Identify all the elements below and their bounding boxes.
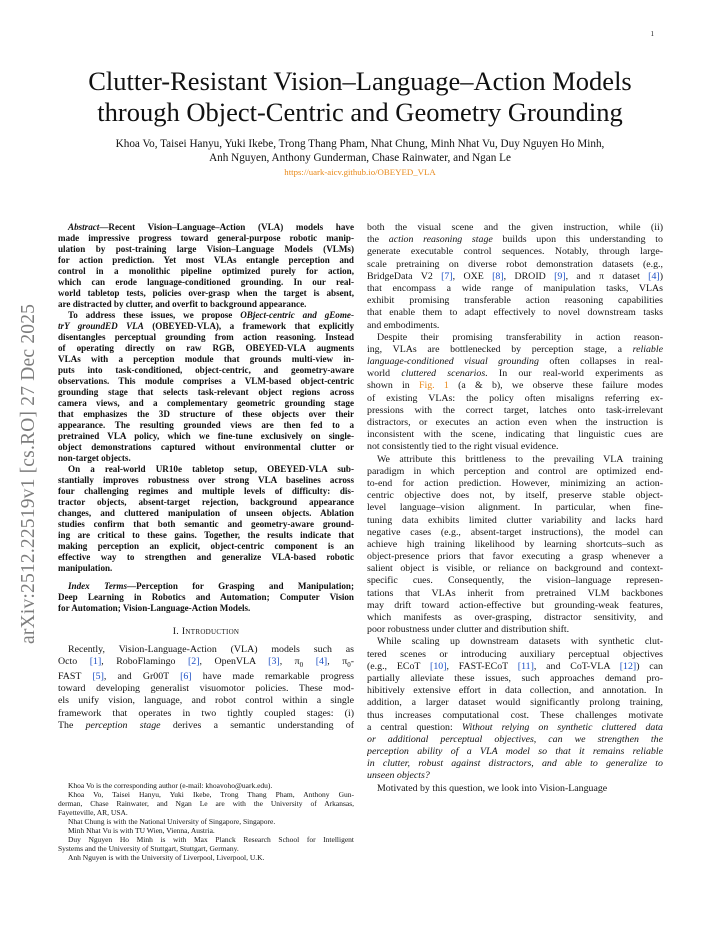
- text-line: for Automation; Vision-Language-Action Models.: [58, 602, 251, 613]
- text-line: of operating directly on raw RGB, OBEYED-VLA augments: [58, 343, 354, 354]
- text-segment: , OpenVLA: [199, 655, 269, 667]
- text-segment: , π: [327, 655, 348, 667]
- text-line: centric objective does not, by itself, preserve stable object-: [367, 490, 663, 502]
- text-line: object-presence priors that favor executing a grasp whenever a: [367, 551, 663, 563]
- text-line: Deep Learning in Robotics and Automation; Computer Vision: [58, 591, 354, 602]
- author-line: Khoa Vo, Taisei Hanyu, Yuki Ikebe, Trong Thang Pham, Nhat Chung, Minh Nhat Vu, Duy Nguyen Ho Minh,: [115, 138, 605, 150]
- text-line: [367, 758, 663, 770]
- citation-link[interactable]: [4]: [315, 655, 328, 667]
- text-line: control in a monolithic pipeline optimized purely for action,: [58, 266, 354, 277]
- text-segment: (OBEYED-VLA), a framework that explicitly: [143, 321, 354, 332]
- text-segment: have made remarkable progress: [191, 671, 354, 683]
- text-line: poor robustness under clutter and distribution shift.: [367, 624, 570, 636]
- text-line: paradigm in which perception and control are optimized end-: [367, 465, 663, 477]
- text-line: [367, 746, 663, 758]
- text-line: ulation by post-training large Vision–Language Models (VLMs): [58, 244, 354, 255]
- text-segment: The: [58, 719, 86, 731]
- text-line: observations. This module comprises a VLM-based object-centric: [58, 376, 354, 387]
- text-line: and embodiments.: [367, 319, 440, 331]
- text-segment: —Perception for Grasping and Manipulation;: [127, 580, 354, 591]
- text-segment: action reasoning stage: [388, 234, 493, 246]
- text-line: Recently, Vision-Language-Action (VLA) models such as: [68, 643, 354, 655]
- text-line: [367, 356, 663, 368]
- index-terms: [58, 581, 354, 614]
- text-segment: world: [367, 368, 402, 380]
- text-line: that encompass a wide range of manipulation tasks, VLAs: [367, 282, 663, 294]
- text-segment: or additional perceptual objectives, can we strengthen the: [367, 733, 663, 745]
- text-segment: BridgeData V2: [367, 270, 442, 282]
- text-segment: , FAST-ECoT: [446, 660, 518, 672]
- text-line: which manifests as over-grasping, distractor sensitivity, and: [367, 612, 663, 623]
- text-line: scale pretraining on diverse robot demonstration datasets (e.g.,: [367, 258, 663, 270]
- text-line: [367, 368, 663, 380]
- text-segment: builds upon this understanding to: [492, 234, 663, 246]
- text-line: appearance. The resulting grounded views are then fed to a: [58, 420, 354, 431]
- footnote-line: Anh Nguyen is with the University of Liverpool, Liverpool, U.K.: [68, 853, 265, 863]
- citation-link[interactable]: [9]: [554, 270, 566, 282]
- text-line: disentangles perceptual grounding from action reasoning. Instead: [58, 332, 354, 343]
- text-segment: shown in: [367, 380, 419, 392]
- text-segment: the: [367, 234, 389, 246]
- text-line: [58, 581, 354, 592]
- citation-link[interactable]: [11]: [517, 660, 534, 672]
- text-line: object demonstrations captured without environmental clutter or: [58, 442, 354, 453]
- text-segment: , DROID: [503, 270, 555, 282]
- text-segment: , RoboFlamingo: [101, 655, 188, 667]
- text-segment: , π: [279, 655, 300, 667]
- text-line: tations that VLAs inherit from pretrained VLM backbones: [367, 587, 663, 599]
- text-line: puts into task-conditioned, object-centric, and geometry-aware: [58, 365, 354, 376]
- text-line: [58, 222, 354, 233]
- text-line: VLAs with a perception module that grounds multi-view in-: [58, 354, 354, 365]
- citation-link[interactable]: [8]: [492, 270, 504, 282]
- text-line: negative cases (e.g., absent-target instructions), the model can: [367, 526, 663, 538]
- text-line: specific cues. Consequently, the vision–language represen-: [367, 575, 663, 587]
- text-segment: ): [659, 270, 663, 282]
- text-segment: To address these issues, we propose: [68, 310, 241, 321]
- text-line: [367, 734, 663, 746]
- text-line: While scaling up downstream datasets with synthetic clut-: [377, 636, 663, 648]
- text-segment: reliable: [632, 343, 663, 355]
- title-line: through Object-Centric and Geometry Grounding: [97, 97, 623, 127]
- text-line: framework that operates in two tightly coupled stages: (i): [58, 707, 354, 719]
- text-line: [367, 380, 663, 392]
- text-line: On a real-world UR10e tabletop setup, OBEYED-VLA sub-: [68, 464, 354, 475]
- text-line: stantially improves robustness over strong VLA baselines across: [58, 475, 354, 486]
- footnote-line: Fayetteville, AR, USA.: [58, 808, 128, 818]
- citation-link[interactable]: [6]: [180, 671, 192, 683]
- text-segment: 0: [347, 660, 351, 669]
- citation-link[interactable]: [1]: [89, 655, 102, 667]
- text-segment: —Recent Vision–Language–Action (VLA) models have: [99, 222, 354, 232]
- text-line: thus increases computational cost. These challenges motivate: [367, 709, 663, 721]
- text-line: Despite their promising transferability in action reason-: [377, 331, 663, 343]
- paragraph: [367, 454, 663, 637]
- text-line: non-target objects.: [58, 453, 131, 464]
- text-segment: , and CoT-VLA: [533, 660, 620, 672]
- footnote-line: Nhat Chung is with the National University of Singapore, Singapore.: [68, 817, 276, 827]
- text-segment: derives a semantic understanding of: [160, 719, 354, 731]
- section-numeral: I.: [172, 625, 180, 637]
- text-line: [58, 720, 354, 732]
- text-line: to-end for action prediction. However, minimizing an action-: [367, 477, 663, 489]
- text-line: tuning data exhibits limited clutter variability and lacks hard: [367, 514, 663, 526]
- text-line: grounding stage that selects task-relevant object regions across: [58, 387, 354, 398]
- text-segment: , OXE: [452, 270, 493, 282]
- text-segment: cluttered scenarios: [401, 368, 486, 380]
- citation-link[interactable]: [3]: [268, 655, 280, 667]
- text-segment: Abstract: [68, 222, 100, 232]
- text-line: [367, 344, 663, 356]
- text-line: els unify vision, language, and robot control within a single: [58, 695, 354, 707]
- footnote-line: Duy Nguyen Ho Minh is with Max Planck Research School for Intelligent: [68, 835, 354, 845]
- title-line: Clutter-Resistant Vision–Language–Action Models: [88, 66, 632, 96]
- citation-link[interactable]: [10]: [430, 660, 447, 672]
- text-line: world tabletop tests, policies over-grasp when the target is absent,: [58, 288, 354, 299]
- text-segment: -: [350, 655, 354, 667]
- paragraph: [367, 783, 663, 795]
- text-line: exhibit promising transferable action reasoning capabilities: [367, 295, 663, 307]
- text-line: [367, 661, 663, 673]
- text-line: may drift toward action-effective but grounding-weak features,: [367, 599, 663, 611]
- text-line: inconsistent with the scene, indicating that linguistic cues are: [367, 429, 663, 441]
- citation-link[interactable]: [2]: [188, 655, 200, 667]
- text-segment: FAST: [58, 671, 93, 683]
- figure-link[interactable]: Fig. 1: [418, 380, 449, 392]
- footnotes: [58, 781, 354, 862]
- text-segment: OBject-centric and gEome-: [240, 310, 354, 321]
- text-segment: (a & b), we observe these failure modes: [448, 380, 663, 392]
- text-segment: perception stage: [85, 719, 161, 731]
- text-line: ing are critical to these gains. Together, the results indicate that: [58, 530, 354, 541]
- text-line: [367, 234, 663, 246]
- text-segment: perception ability of a VLA model so that it remains reliable: [367, 746, 663, 758]
- text-line: of existing VLAs: the policy often misaligns referring ex-: [367, 392, 663, 404]
- paragraph: [367, 636, 663, 782]
- text-line: hibitively extensive effort in data collection, and annotation. In: [367, 685, 663, 697]
- text-segment: , and π dataset: [565, 270, 649, 282]
- paragraph: [367, 332, 663, 454]
- text-line: manipulation.: [58, 563, 113, 574]
- abstract: [58, 222, 354, 575]
- text-line: making perception an explicit, object-centric component is an: [58, 541, 354, 552]
- text-segment: in clutter, robust against distractors, and able to generalize to: [367, 758, 663, 770]
- footnote-line: Khoa Vo, Taisei Hanyu, Yuki Ikebe, Trong Thang Pham, Anthony Gun-: [68, 790, 354, 800]
- text-line: are distracted by clutter, and overfit to background appearance.: [58, 299, 307, 310]
- author-list: [56, 138, 664, 165]
- text-line: [58, 671, 354, 683]
- text-line: salient object is visible, or reliance on background and context-: [367, 563, 663, 575]
- text-line: made impressive progress toward general-purpose robotic manip-: [58, 233, 354, 244]
- text-line: pretrained VLA policy, which we fine-tune exclusively on single-: [58, 431, 354, 442]
- project-url-link[interactable]: https://uark-aicv.github.io/OBEYED_VLA: [284, 167, 436, 177]
- footnote-line: Khoa Vo is the corresponding author (e-mail: khoavoho@uark.edu).: [68, 781, 273, 790]
- footnote-line: derman, Chase Rainwater, and Ngan Le are with the University of Arkansas,: [58, 799, 354, 809]
- text-line: [58, 321, 354, 332]
- left-column: [58, 222, 354, 732]
- page-number: 1: [650, 30, 654, 38]
- text-segment: , and Gr00T: [103, 671, 181, 683]
- citation-link[interactable]: [12]: [619, 660, 637, 672]
- text-segment: ing, VLAs are bottlenecked by perception stage, a: [367, 343, 633, 355]
- text-segment: unseen objects?: [367, 770, 430, 782]
- arxiv-stamp: arXiv:2512.22519v1 [cs.RO] 27 Dec 2025: [18, 303, 39, 644]
- text-segment: trY groundED VLA: [58, 321, 144, 332]
- text-line: tered scenes or introducing auxiliary perceptual objectives: [367, 648, 663, 660]
- text-segment: Without relying on synthetic cluttered data: [461, 721, 663, 733]
- text-line: partially alleviate these issues, such approaches demand pro-: [367, 672, 663, 684]
- text-line: both the visual scene and the given instruction, while (ii): [367, 222, 663, 233]
- text-line: four challenging regimes and multiple levels of difficulty: dis-: [58, 486, 354, 497]
- intro-paragraph: [58, 644, 354, 732]
- text-line: for action prediction. Yet most VLAs entangle perception and: [58, 255, 354, 266]
- citation-link[interactable]: [5]: [92, 671, 104, 683]
- paragraph: [367, 222, 663, 332]
- text-line: [58, 310, 354, 321]
- text-segment: ) can: [636, 660, 663, 672]
- text-line: Motivated by this question, we look into Vision-Language: [377, 782, 608, 794]
- text-line: [367, 770, 663, 782]
- text-line: pressions with the correct target, latches onto task-irrelevant: [367, 404, 663, 416]
- text-segment: often collapses in real-: [538, 356, 663, 368]
- text-line: that emphasizes the 3D structure of these objects over their: [58, 409, 354, 420]
- text-segment: 0: [299, 660, 304, 669]
- text-segment: . In our real-world experiments as: [485, 368, 663, 380]
- text-line: level language–vision alignment. In particular, when fine-: [367, 502, 663, 514]
- text-line: effective way to strengthen and generalize VLA-based robotic: [58, 552, 354, 563]
- paper-title: [56, 66, 664, 128]
- text-line: [58, 656, 354, 671]
- text-line: tractor objects, absent-target rejection, background appearance: [58, 497, 354, 508]
- footnote-line: Systems and the University of Stuttgart, Stuttgart, Germany.: [58, 844, 239, 854]
- text-line: studies confirm that both semantic and geometry-aware ground-: [58, 519, 354, 530]
- section-heading: [58, 626, 354, 638]
- citation-link[interactable]: [4]: [648, 270, 660, 282]
- footnote-line: Minh Nhat Vu is with TU Wien, Vienna, Austria.: [68, 826, 215, 836]
- text-line: toward developing generalist visuomotor policies. These mod-: [58, 683, 354, 695]
- text-segment: language-conditioned visual grounding: [367, 356, 539, 368]
- text-line: not consistently tied to the right visual evidence.: [367, 441, 559, 453]
- text-segment: [303, 656, 316, 667]
- text-line: We attribute this brittleness to the prevailing VLA training: [377, 453, 663, 465]
- text-line: generate executable control sequences. Notably, through large-: [367, 246, 663, 258]
- text-line: addition, a larger dataset would significantly prolong training,: [367, 697, 663, 709]
- text-line: which can erode language-conditioned grounding. In our real-: [58, 277, 354, 288]
- right-column: [367, 222, 663, 795]
- citation-link[interactable]: [7]: [441, 270, 453, 282]
- text-segment: a central question:: [367, 721, 462, 733]
- text-line: that enable them to adapt effectively to novel downstream tasks: [367, 307, 663, 319]
- text-line: camera views, and a complementary geometric grounding stage: [58, 398, 354, 409]
- text-line: changes, and cluttered manipulation of unseen objects. Ablation: [58, 508, 354, 519]
- text-line: achieve high training likelihood by learning shortcuts–such as: [367, 538, 663, 550]
- text-segment: Octo: [58, 655, 90, 667]
- author-line: Anh Nguyen, Anthony Gunderman, Chase Rainwater, and Ngan Le: [209, 151, 511, 164]
- section-title: Introduction: [181, 625, 240, 637]
- text-line: [367, 271, 663, 283]
- text-line: distractors, or executes an action even when the instruction is: [367, 417, 663, 428]
- text-segment: (e.g., ECoT: [367, 660, 431, 672]
- text-line: [367, 722, 663, 734]
- text-segment: Index Terms: [68, 580, 128, 591]
